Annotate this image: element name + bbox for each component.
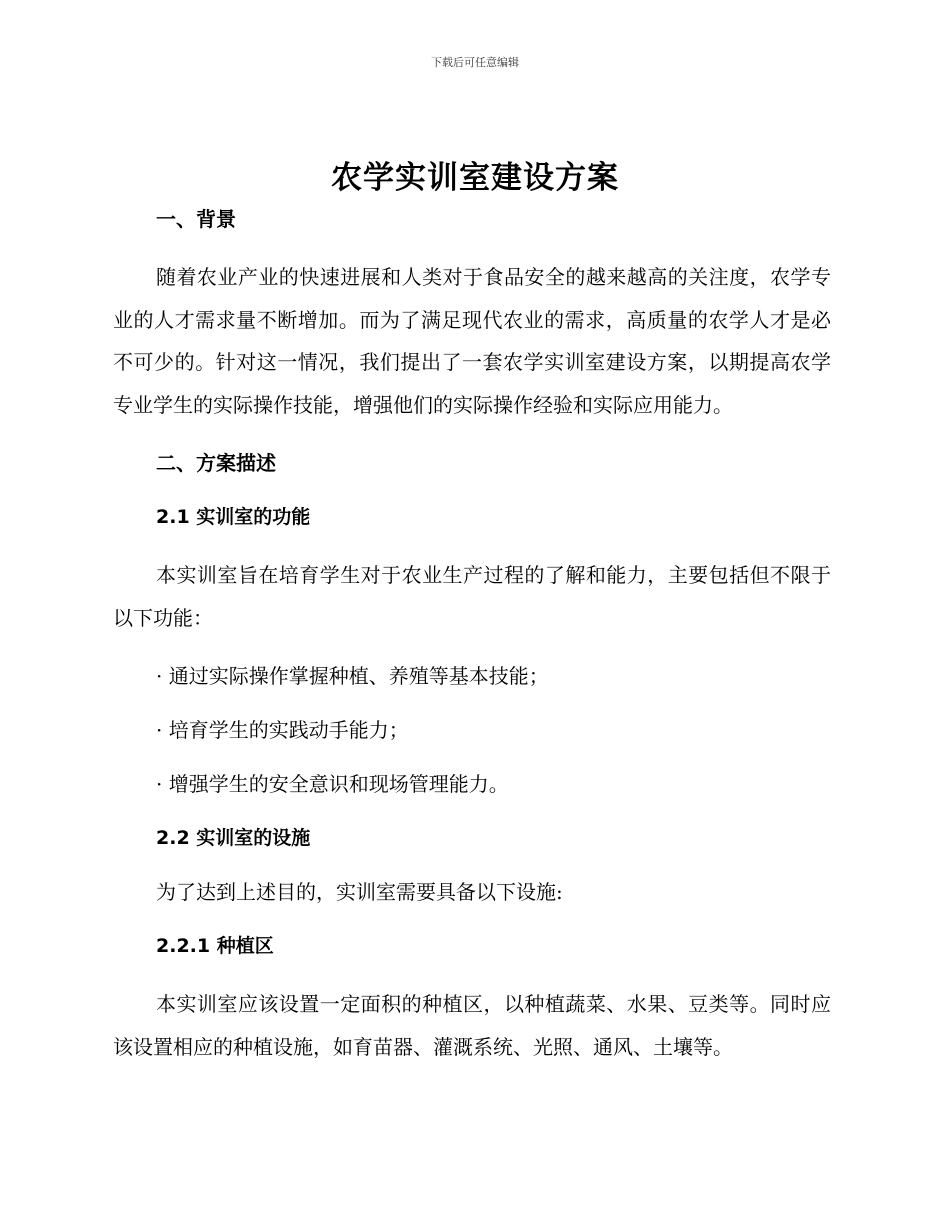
paragraph-background: 随着农业产业的快速进展和人类对于食品安全的越来越高的关注度，农学专业的人才需求量不断增加。而为了满足现代农业的需求，高质量的农学人才是必不可少的。针对这一情况，我们提出了一套农学实训室建设方案，以期提高农学专业学生的实际操作技能，增强他们的实际操作经验和实际应用能力。 <box>113 265 831 417</box>
subsection-heading-facilities: 2.2 实训室的设施 <box>156 827 311 849</box>
paragraph-planting-area: 本实训室应该设置一定面积的种植区，以种植蔬菜、水果、豆类等。同时应该设置相应的种植设施，如育苗器、灌溉系统、光照、通风、土壤等。 <box>113 992 831 1059</box>
list-item: · 增强学生的安全意识和现场管理能力。 <box>156 772 509 796</box>
paragraph-functions: 本实训室旨在培育学生对于农业生产过程的了解和能力，主要包括但不限于以下功能： <box>113 563 831 630</box>
subsection-heading-planting-area: 2.2.1 种植区 <box>156 935 274 957</box>
list-item: · 通过实际操作掌握种植、养殖等基本技能； <box>156 664 549 688</box>
document-body <box>113 202 831 1068</box>
section-heading-plan: 二、方案描述 <box>156 451 276 475</box>
paragraph-facilities-intro: 为了达到上述目的，实训室需要具备以下设施: <box>156 880 563 904</box>
list-item: · 培育学生的实践动手能力； <box>156 718 409 742</box>
subsection-heading-functions: 2.1 实训室的功能 <box>156 506 311 528</box>
document-title: 农学实训室建设方案 <box>331 160 619 196</box>
section-heading-background: 一、背景 <box>156 207 236 231</box>
header-note: 下载后可任意编辑 <box>431 56 519 69</box>
